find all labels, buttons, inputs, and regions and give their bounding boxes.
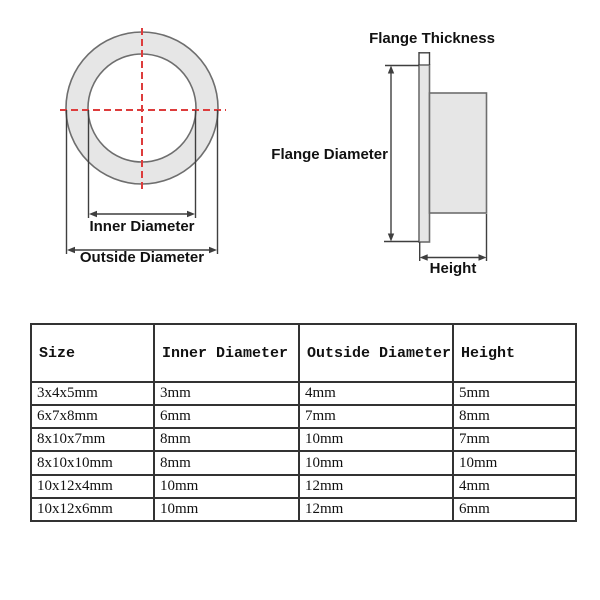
table-row [31, 405, 576, 428]
table-cell-size: 8x10x10mm [31, 451, 154, 474]
table-cell-size: 6x7x8mm [31, 405, 154, 428]
table-cell-outside-diameter: 4mm [299, 382, 453, 405]
table-cell-inner-diameter: 6mm [154, 405, 299, 428]
table-row [31, 382, 576, 405]
flange-diameter-label: Flange Diameter [271, 146, 388, 163]
arrowhead-right [479, 254, 487, 260]
arrowhead-up [388, 66, 394, 74]
table-cell-height: 6mm [453, 498, 576, 521]
height-label: Height [429, 260, 477, 277]
flange-thickness-ticks [419, 52, 430, 65]
column-header-height: Height [453, 324, 576, 382]
flange-diameter-dimension [384, 66, 419, 242]
table-cell-outside-diameter: 10mm [299, 428, 453, 451]
table-cell-outside-diameter: 7mm [299, 405, 453, 428]
arrowhead-left [420, 254, 428, 260]
table-cell-size: 10x12x4mm [31, 475, 154, 498]
flange-thickness-label: Flange Thickness [369, 30, 495, 47]
table-cell-height: 5mm [453, 382, 576, 405]
column-header-size: Size [31, 324, 154, 382]
table-cell-size: 8x10x7mm [31, 428, 154, 451]
table-cell-inner-diameter: 8mm [154, 451, 299, 474]
table-cell-height: 7mm [453, 428, 576, 451]
arrowhead-right [187, 211, 195, 217]
table-cell-outside-diameter: 12mm [299, 475, 453, 498]
table-row [31, 498, 576, 521]
side-view-section [419, 65, 487, 242]
body-profile [430, 93, 487, 213]
column-header-outside-diameter: Outside Diameter [299, 324, 453, 382]
table-cell-inner-diameter: 10mm [154, 498, 299, 521]
table-cell-inner-diameter: 3mm [154, 382, 299, 405]
table-row [31, 475, 576, 498]
table-cell-height: 8mm [453, 405, 576, 428]
outside-diameter-label: Outside Diameter [79, 249, 205, 266]
size-spec-table [30, 323, 577, 522]
table-cell-height: 10mm [453, 451, 576, 474]
table-cell-outside-diameter: 12mm [299, 498, 453, 521]
table-cell-outside-diameter: 10mm [299, 451, 453, 474]
arrowhead-left [89, 211, 97, 217]
table-cell-height: 4mm [453, 475, 576, 498]
table-cell-inner-diameter: 10mm [154, 475, 299, 498]
table-header-row [31, 324, 576, 382]
table-row [31, 428, 576, 451]
arrowhead-down [388, 234, 394, 242]
arrowhead-right [209, 247, 217, 253]
flange-profile [419, 65, 430, 242]
arrowhead-left [67, 247, 75, 253]
table-cell-size: 3x4x5mm [31, 382, 154, 405]
column-header-inner-diameter: Inner Diameter [154, 324, 299, 382]
table-row [31, 451, 576, 474]
table-cell-size: 10x12x6mm [31, 498, 154, 521]
inner-diameter-label: Inner Diameter [89, 218, 195, 235]
table-cell-inner-diameter: 8mm [154, 428, 299, 451]
